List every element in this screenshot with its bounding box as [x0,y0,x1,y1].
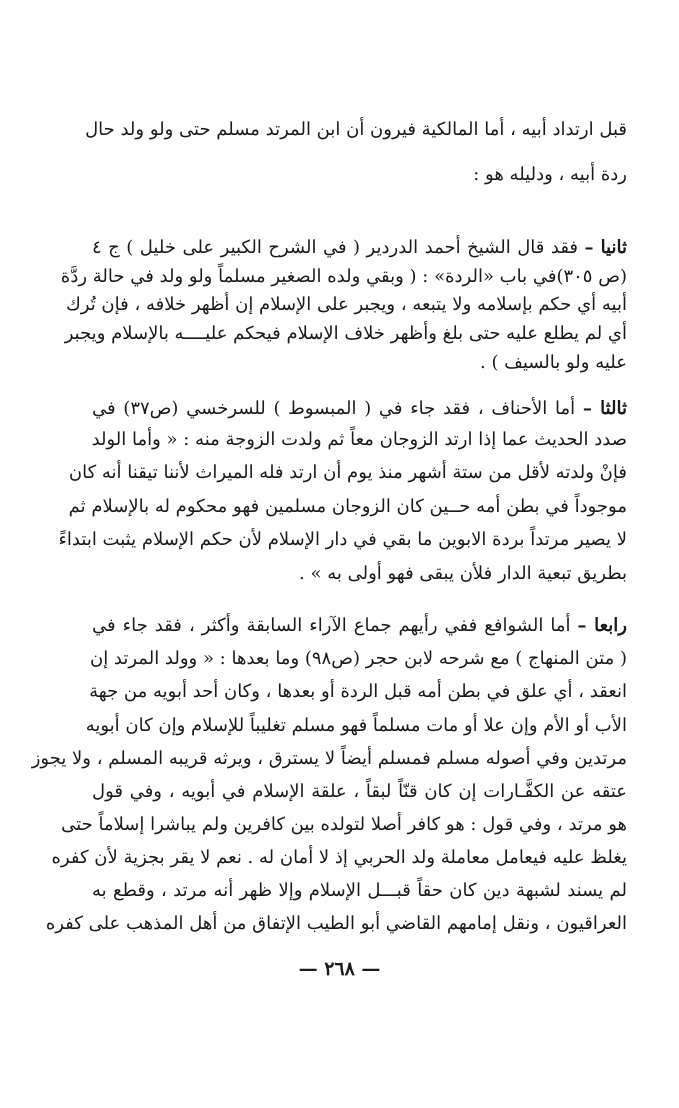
text-line: هو مرتد ، وفي قول : هو كافر أصلا لتولده بين كافرين ولم يباشرا إسلاماً حتى [61,814,627,835]
text-line: ردة أبيه ، ودليله هو : [473,164,627,185]
text-line: الأب أو الأم وإن علا أو مات مسلماً فهو مسلم تغليباً للإسلام وإن كان أبويه [85,715,627,736]
text-line: بطريق تبعية الدار فلأن يبقى فهو أولى به » . [299,563,627,584]
text-line: عتقه عن الكفَّـارات إن كان قنّاً لبقاً ، علقة الإسلام في أبويه ، وفي قول [92,781,627,802]
text-line: عليه ولو بالسيف ) . [480,352,627,373]
text-line: انعقد ، أي علق في بطن أمه قبل الردة أو بعدها ، وكان أحد أبويه من جهة [89,681,627,702]
text-run: أما الأحناف ، فقد جاء في ( المبسوط ) للسرخسي (ص٣٧) في [92,398,576,419]
text-line: لا يصير مرتداً بردة الابوين ما بقي في دار الإسلام لأن حكم الإسلام يثبت ابتداءً [58,529,627,550]
section-heading: رابعا – [577,615,627,636]
text-line: مرتدين وفي أصوله مسلم فمسلم أيضاً لا يسترق ، ويرثه قريبه المسلم ، ولا يجوز [31,748,627,769]
text-line: قبل ارتداد أبيه ، أما المالكية فيرون أن ابن المرتد مسلم حتى ولو ولد حال [85,119,627,140]
section-heading: ثالثا – [582,398,627,419]
section-heading: ثانيا – [584,237,627,258]
text-line: (ص ٣٠٥)في باب «الردة» : ( وبقي ولده الصغير مسلماً ولو ولد في حالة ردَّة [60,266,627,287]
text-run: أما الشوافع ففي رأيهم جماع الآراء السابقة وأكثر ، فقد جاء في [92,615,571,636]
text-line [92,397,627,423]
text-line: صدد الحديث عما إذا ارتد الزوجان معاً ثم ولدت الزوجة منه : « وأما الولد [91,429,627,450]
text-line: ( متن المنهاج ) مع شرحه لابن حجر (ص٩٨) وما بعدها : « وولد المرتد إن [89,648,627,669]
text-line: العراقيون ، ونقل إمامهم القاضي أبو الطيب الإتفاق من أهل المذهب على كفره [45,913,627,934]
text-line [92,236,627,262]
text-line: فإنْ ولدته لأقل من ستة أشهر منذ يوم أن ارتد فله الميراث لأننا تيقنا أنه كان [68,462,627,483]
text-line: أبيه أي حكم بإسلامه ولا يتبعه ، ويجبر على الإسلام إن أظهر خلافه ، فإن تُرك [65,294,627,315]
text-line: أي لم يطلع عليه حتى بلغ وأظهر خلاف الإسلام فيحكم عليــــه بالإسلام ويجبر [64,323,627,344]
text-run: فقد قال الشيخ أحمد الدردير ( في الشرح الكبير على خليل ) ج ٤ [92,237,579,258]
text-line [92,614,627,640]
text-line: لم يسند لشبهة دين كان حقاً قبـــل الإسلام وإلا ظهر أنه مرتد ، وقطع به [92,880,627,901]
text-line: موجوداً في بطن أمه حــين كان الزوجان مسلمين فهو محكوم له بالإسلام ثم [68,496,627,517]
text-line: يغلظ عليه فيعامل معاملة ولد الحربي إذ لا أمان له . نعم لا يقر بجزية لأن كفره [51,847,627,868]
page-number: — ٢٦٨ — [298,958,381,980]
